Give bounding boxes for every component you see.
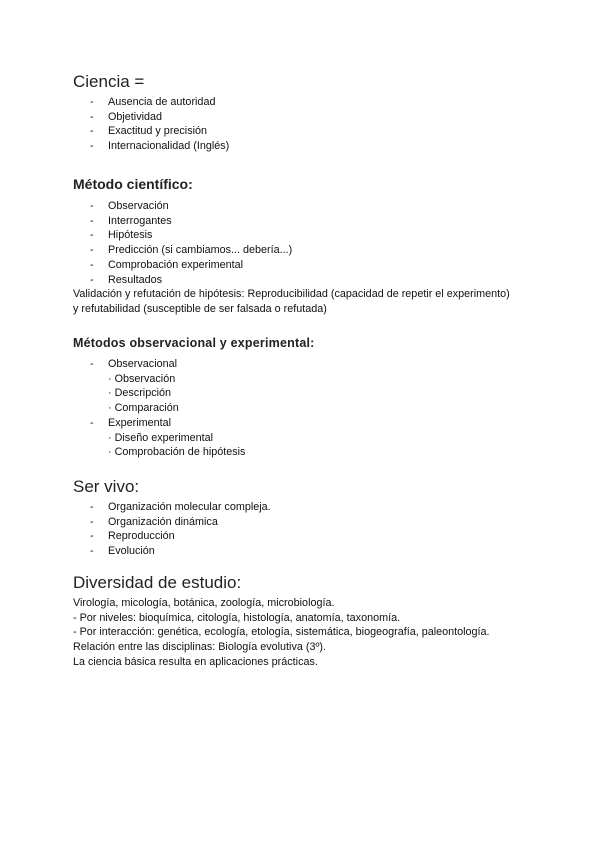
paragraph-line: Virología, micología, botánica, zoología, microbiología.	[73, 597, 335, 609]
list-item: - Predicción (si cambiamos... debería...)	[73, 243, 560, 258]
list-item: - Exactitud y precisión	[73, 124, 560, 139]
list-item: - Observación	[73, 199, 560, 214]
paragraph-line: La ciencia básica resulta en aplicaciones prácticas.	[73, 655, 318, 668]
section-diversidad	[73, 573, 560, 670]
heading-ciencia: Ciencia =	[73, 72, 145, 91]
list-item: - Ausencia de autoridad	[73, 95, 560, 110]
heading-metodos: Métodos observacional y experimental:	[73, 336, 315, 350]
section-servivo	[73, 477, 560, 559]
list-item: - Hipótesis	[73, 228, 560, 243]
sub-item: · Observación	[108, 372, 176, 385]
heading-diversidad: Diversidad de estudio:	[73, 573, 242, 592]
list-item: - Resultados	[73, 273, 560, 288]
paragraph-line: Validación y refutación de hipótesis: Reproducibilidad (capacidad de repetir el experimento)	[73, 288, 510, 301]
ciencia-list	[73, 95, 560, 154]
paragraph-line: - Por interacción: genética, ecología, etología, sistemática, biogeografía, paleontología.	[73, 626, 490, 639]
paragraph-line: y refutabilidad (susceptible de ser falsada o refutada)	[73, 302, 327, 315]
list-item: - Evolución	[73, 544, 560, 559]
list-item: - Objetividad	[73, 110, 560, 125]
list-item: - Comprobación experimental	[73, 258, 560, 273]
sub-item: · Comparación	[108, 402, 179, 415]
metodos-list	[73, 357, 560, 460]
sub-item: · Diseño experimental	[108, 431, 214, 444]
heading-metodo: Método científico:	[73, 176, 193, 192]
list-item: - Internacionalidad (Inglés)	[73, 139, 560, 154]
list-item: - Reproducción	[73, 529, 560, 544]
list-item: - Interrogantes	[73, 214, 560, 229]
paragraph-line: - Por niveles: bioquímica, citología, histología, anatomía, taxonomía.	[73, 611, 401, 624]
list-item: - Observacional	[73, 357, 560, 372]
sub-item: · Descripción	[108, 387, 171, 400]
section-metodo	[73, 175, 560, 317]
metodo-list	[73, 199, 560, 287]
section-ciencia	[73, 72, 560, 154]
section-metodos	[73, 335, 560, 460]
servivo-list	[73, 500, 560, 559]
list-item: - Experimental	[73, 416, 560, 431]
sub-item: · Comprobación de hipótesis	[108, 446, 246, 459]
paragraph-line: Relación entre las disciplinas: Biología evolutiva (3º).	[73, 641, 326, 654]
list-item: - Organización dinámica	[73, 515, 560, 530]
heading-servivo: Ser vivo:	[73, 477, 140, 496]
list-item: - Organización molecular compleja.	[73, 500, 560, 515]
